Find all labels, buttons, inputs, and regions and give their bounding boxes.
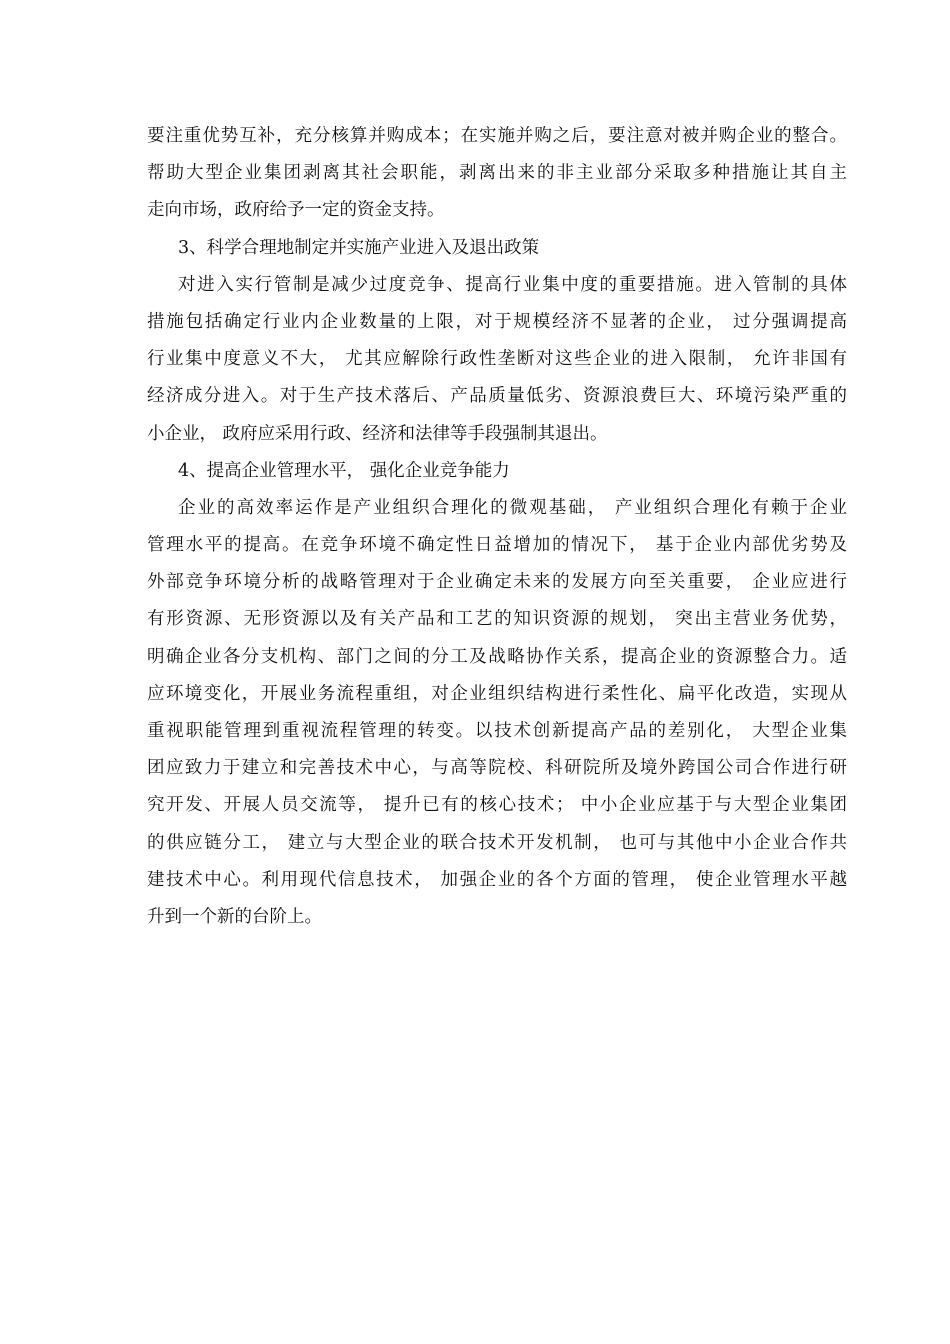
text-line: 有形资源、无形资源以及有关产品和工艺的知识资源的规划， 突出主营业务优势， [147, 609, 847, 630]
section-heading: 3、科学合理地制定并实施产业进入及退出政策 [178, 237, 540, 258]
text-line: 团应致力于建立和完善技术中心，与高等院校、科研院所及境外跨国公司合作进行研 [147, 758, 847, 779]
text-line: 明确企业各分支机构、部门之间的分工及战略协作关系，提高企业的资源整合力。适 [147, 646, 847, 667]
text-line: 升到一个新的台阶上。 [147, 906, 322, 927]
section-heading: 4、提高企业管理水平， 强化企业竞争能力 [178, 460, 510, 481]
text-line: 要注重优势互补，充分核算并购成本；在实施并购之后，要注意对被并购企业的整合。 [147, 126, 847, 146]
text-line: 外部竞争环境分析的战略管理对于企业确定未来的发展方向至关重要， 企业应进行 [147, 572, 847, 593]
text-line: 小企业， 政府应采用行政、经济和法律等手段强制其退出。 [147, 423, 608, 444]
text-line: 重视职能管理到重视流程管理的转变。以技术创新提高产品的差别化， 大型企业集 [147, 721, 847, 741]
text-line: 对进入实行管制是减少过度竞争、提高行业集中度的重要措施。进入管制的具体 [178, 274, 847, 295]
text-line: 走向市场，政府给予一定的资金支持。 [147, 200, 445, 221]
text-line: 行业集中度意义不大， 尤其应解除行政性垄断对这些企业的进入限制， 允许非国有 [147, 349, 847, 370]
text-line: 的供应链分工， 建立与大型企业的联合技术开发机制， 也可与其他中小企业合作共 [147, 832, 847, 853]
text-line: 经济成分进入。对于生产技术落后、产品质量低劣、资源浪费巨大、环境污染严重的 [147, 386, 847, 407]
body-text [147, 118, 847, 936]
text-line: 建技术中心。利用现代信息技术， 加强企业的各个方面的管理， 使企业管理水平越 [147, 869, 847, 890]
text-line: 应环境变化，开展业务流程重组，对企业组织结构进行柔性化、扁平化改造，实现从 [147, 683, 847, 704]
text-line: 企业的高效率运作是产业组织合理化的微观基础， 产业组织合理化有赖于企业 [178, 497, 847, 518]
text-line: 管理水平的提高。在竞争环境不确定性日益增加的情况下， 基于企业内部优劣势及 [147, 535, 847, 556]
text-line: 措施包括确定行业内企业数量的上限，对于规模经济不显著的企业， 过分强调提高 [147, 311, 847, 332]
text-line: 帮助大型企业集团剥离其社会职能，剥离出来的非主业部分采取多种措施让其自主 [147, 163, 847, 184]
text-line: 究开发、开展人员交流等， 提升已有的核心技术； 中小企业应基于与大型企业集团 [147, 795, 847, 816]
